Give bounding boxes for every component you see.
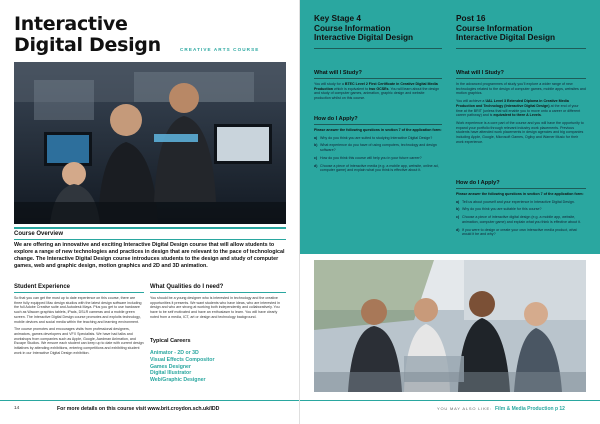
list-item [456,228,586,237]
list-item [314,156,442,161]
student-experience-p2: The course promotes and encourages visits from professional designers, animators, games developers and VFX Specialists. We have had talks and workshops from companies such as Apple, Google, Aardman Animation, and Escape Studios. We ensure each student can keep up to date with current design initiatives by attending exhibitions, entering competitions and exhibiting student work in our Interactive Digital Design exhibition. [14,327,144,355]
student-experience-p1: So that you can get the most up to date experience on this course, there are three fully equipped Mac design studios with the latest design software including the full Adobe Creative suite and Autodesk Maya. Plus you get to use hardware such as Wacom graphics tablets, iPads, DSLR cameras and a mobile green screen. The Interactive Digital Design course promotes and exploits technology, mobile devices and social media within the teaching and learning environment. [14,296,142,324]
list-letter: d) [314,163,318,168]
ks4-study-suffix: . You will learn about the design and study of computer games, animation, graphic design and website production whilst on this course. [314,86,440,101]
footer-url[interactable]: For more details on this course visit www.brit.croydon.sch.uk/IDD [57,406,220,412]
post16-apply-text [456,192,586,240]
post16-question-list [456,200,586,237]
footer-left [0,400,300,424]
post16-title-line-1: Post 16 [456,13,486,23]
also-like [437,406,565,412]
list-letter: c) [456,215,460,220]
ks4-study-rule [314,78,442,79]
page-number: 14 [14,406,20,411]
list-text: Tell us about yourself and your experience in Interactive Digital Design. [462,199,575,204]
post16-study-text [456,82,586,147]
list-item [456,215,586,224]
career-item: Animator - 2D or 3D [150,350,199,356]
ks4-apply-rule [314,124,442,125]
course-tag: CREATIVE ARTS COURSE [180,47,260,52]
post16-p2-prefix: You will achieve a [456,99,486,104]
ks4-title [314,14,413,43]
qualities-text: You should be a young designer who is interested in technology and the creative opportunities it presents. We want students who have ideas, who are interested in design and who are strong at working both independently and collaboratively. You have to be self motivated and have an enthusiasm to learn. You will have clearly noted from a media, ICT, art or design and technology background. [150,296,280,319]
list-text: What experience do you have of using computers, technology and design software? [320,143,437,153]
list-text: Choose a piece of interactive digital design (e.g. a mobile app, website, animation, computer game) and explain what you think is effective about it. [462,215,581,224]
page-title [14,14,194,56]
classroom-photo [14,62,286,224]
post16-title-rule [456,48,586,49]
ks4-apply-text [314,128,442,176]
list-text: Why do you think you are suitable for this course? [462,207,542,212]
list-text: Why do you think you are suited to studying Interactive Digital Design? [320,135,433,140]
post16-title-line-2: Course Information [456,22,533,33]
post16-apply-rule [456,188,586,189]
title-line-2: Digital Design [14,34,161,56]
ks4-study-text [314,82,442,101]
student-experience-rule [14,292,144,293]
list-text: If you were to design or create your own interactive media product, what would it be and why? [462,227,577,237]
ks4-question-list [314,136,442,173]
post16-study-rule [456,78,586,79]
list-letter: d) [456,227,460,232]
post16-title-line-3: Interactive Digital Design [456,32,556,43]
post16-apply-heading: How do I Apply? [456,180,500,186]
post16-study-p3: Work experience is a core part of the course and you will have the opportunity to expand your portfolio through relevant industry work placements. Previous students have attended work placements in design agencies and big companies including Apple, Google, Microsoft Games, Ogilvy and Warner Music for their work experience. [456,120,584,144]
career-item: Visual Effects Compositor [150,356,215,363]
post16-p2-middle: at the end of your time at the BRIT (unless that will enable you to move onto a career or different career pathway) and is [456,103,581,118]
list-letter: b) [314,143,318,148]
post16-apply-intro: Please answer the following questions in section 7 of the application form: [456,192,584,196]
ks4-study-heading: What will I Study? [314,70,362,76]
student-experience-heading: Student Experience [14,284,71,290]
list-item [314,143,442,152]
ks4-equivalence: two GCSEs [369,86,389,91]
list-item [314,136,442,141]
ks4-qualification: BTEC Level 2 First Certificate in Creative Digital Media Production [314,82,438,91]
overview-rule [14,239,286,240]
post16-title [456,14,555,43]
career-item: Digital Illustrator [150,370,192,377]
career-item: Games Designer [150,363,191,370]
title-line-1: Interactive [14,13,128,35]
list-letter: b) [456,207,460,212]
list-letter: a) [456,199,460,204]
ks4-title-line-1: Key Stage 4 [314,13,362,23]
divider-line [14,227,286,229]
ks4-title-rule [314,48,442,49]
ks4-title-line-2: Course Information [314,22,391,33]
list-item [456,207,586,212]
students-photo [314,260,586,392]
list-letter: c) [314,155,318,160]
qualities-heading: What Qualities do I need? [150,284,224,290]
post16-qualification: UAL Level 3 Extended Diploma in Creative Media Production and Technology (Interactive Digital Design) [456,99,569,108]
ks4-title-line-3: Interactive Digital Design [314,32,414,43]
ks4-study-prefix: You will study for a [314,82,345,86]
list-text: How do you think this course will help you in your future career? [320,155,422,160]
post16-study-p2 [456,99,586,118]
list-item [314,164,442,173]
careers-heading: Typical Careers [150,338,191,344]
careers-list [150,350,214,384]
ks4-study-middle: which is equivalent to [332,86,370,91]
also-like-label: YOU MAY ALSO LIKE: [437,406,492,411]
post16-study-heading: What will I Study? [456,70,504,76]
career-item: Web/Graphic Designer [150,377,206,384]
list-text: Choose a piece of interactive media (e.g. a mobile app, website, online ad, computer game) and explain what you think is effective about it. [320,163,439,173]
ks4-apply-intro: Please answer the following questions in section 7 of the application form: [314,128,442,132]
qualities-rule [150,292,286,293]
also-like-link[interactable]: Film & Media Production p 12 [494,406,565,412]
list-item [456,200,586,205]
overview-body: We are offering an innovative and exciting Interactive Digital Design course that will allow students to explore a range of new technologies and practices in design that are relevant to the pace of technological change. The Interactive Digital Design course introduces students to the design and study of computer games, web and graphic design, motion graphics and 2D and 3D animation. [14,242,285,269]
post16-p2-suffix: . [540,113,542,118]
student-experience-text [14,296,144,355]
footer-right [300,400,600,424]
right-page [300,0,600,424]
post16-study-p1: In the advanced programmes of study you'll explore a wider range of new technologies related to the design of computer games, mobile apps, websites and motion graphics. [456,82,586,96]
ks4-apply-heading: How do I Apply? [314,116,358,122]
list-letter: a) [314,135,318,140]
overview-heading: Course Overview [14,231,64,237]
post16-equivalence: equivalent to three A Levels [493,113,541,118]
